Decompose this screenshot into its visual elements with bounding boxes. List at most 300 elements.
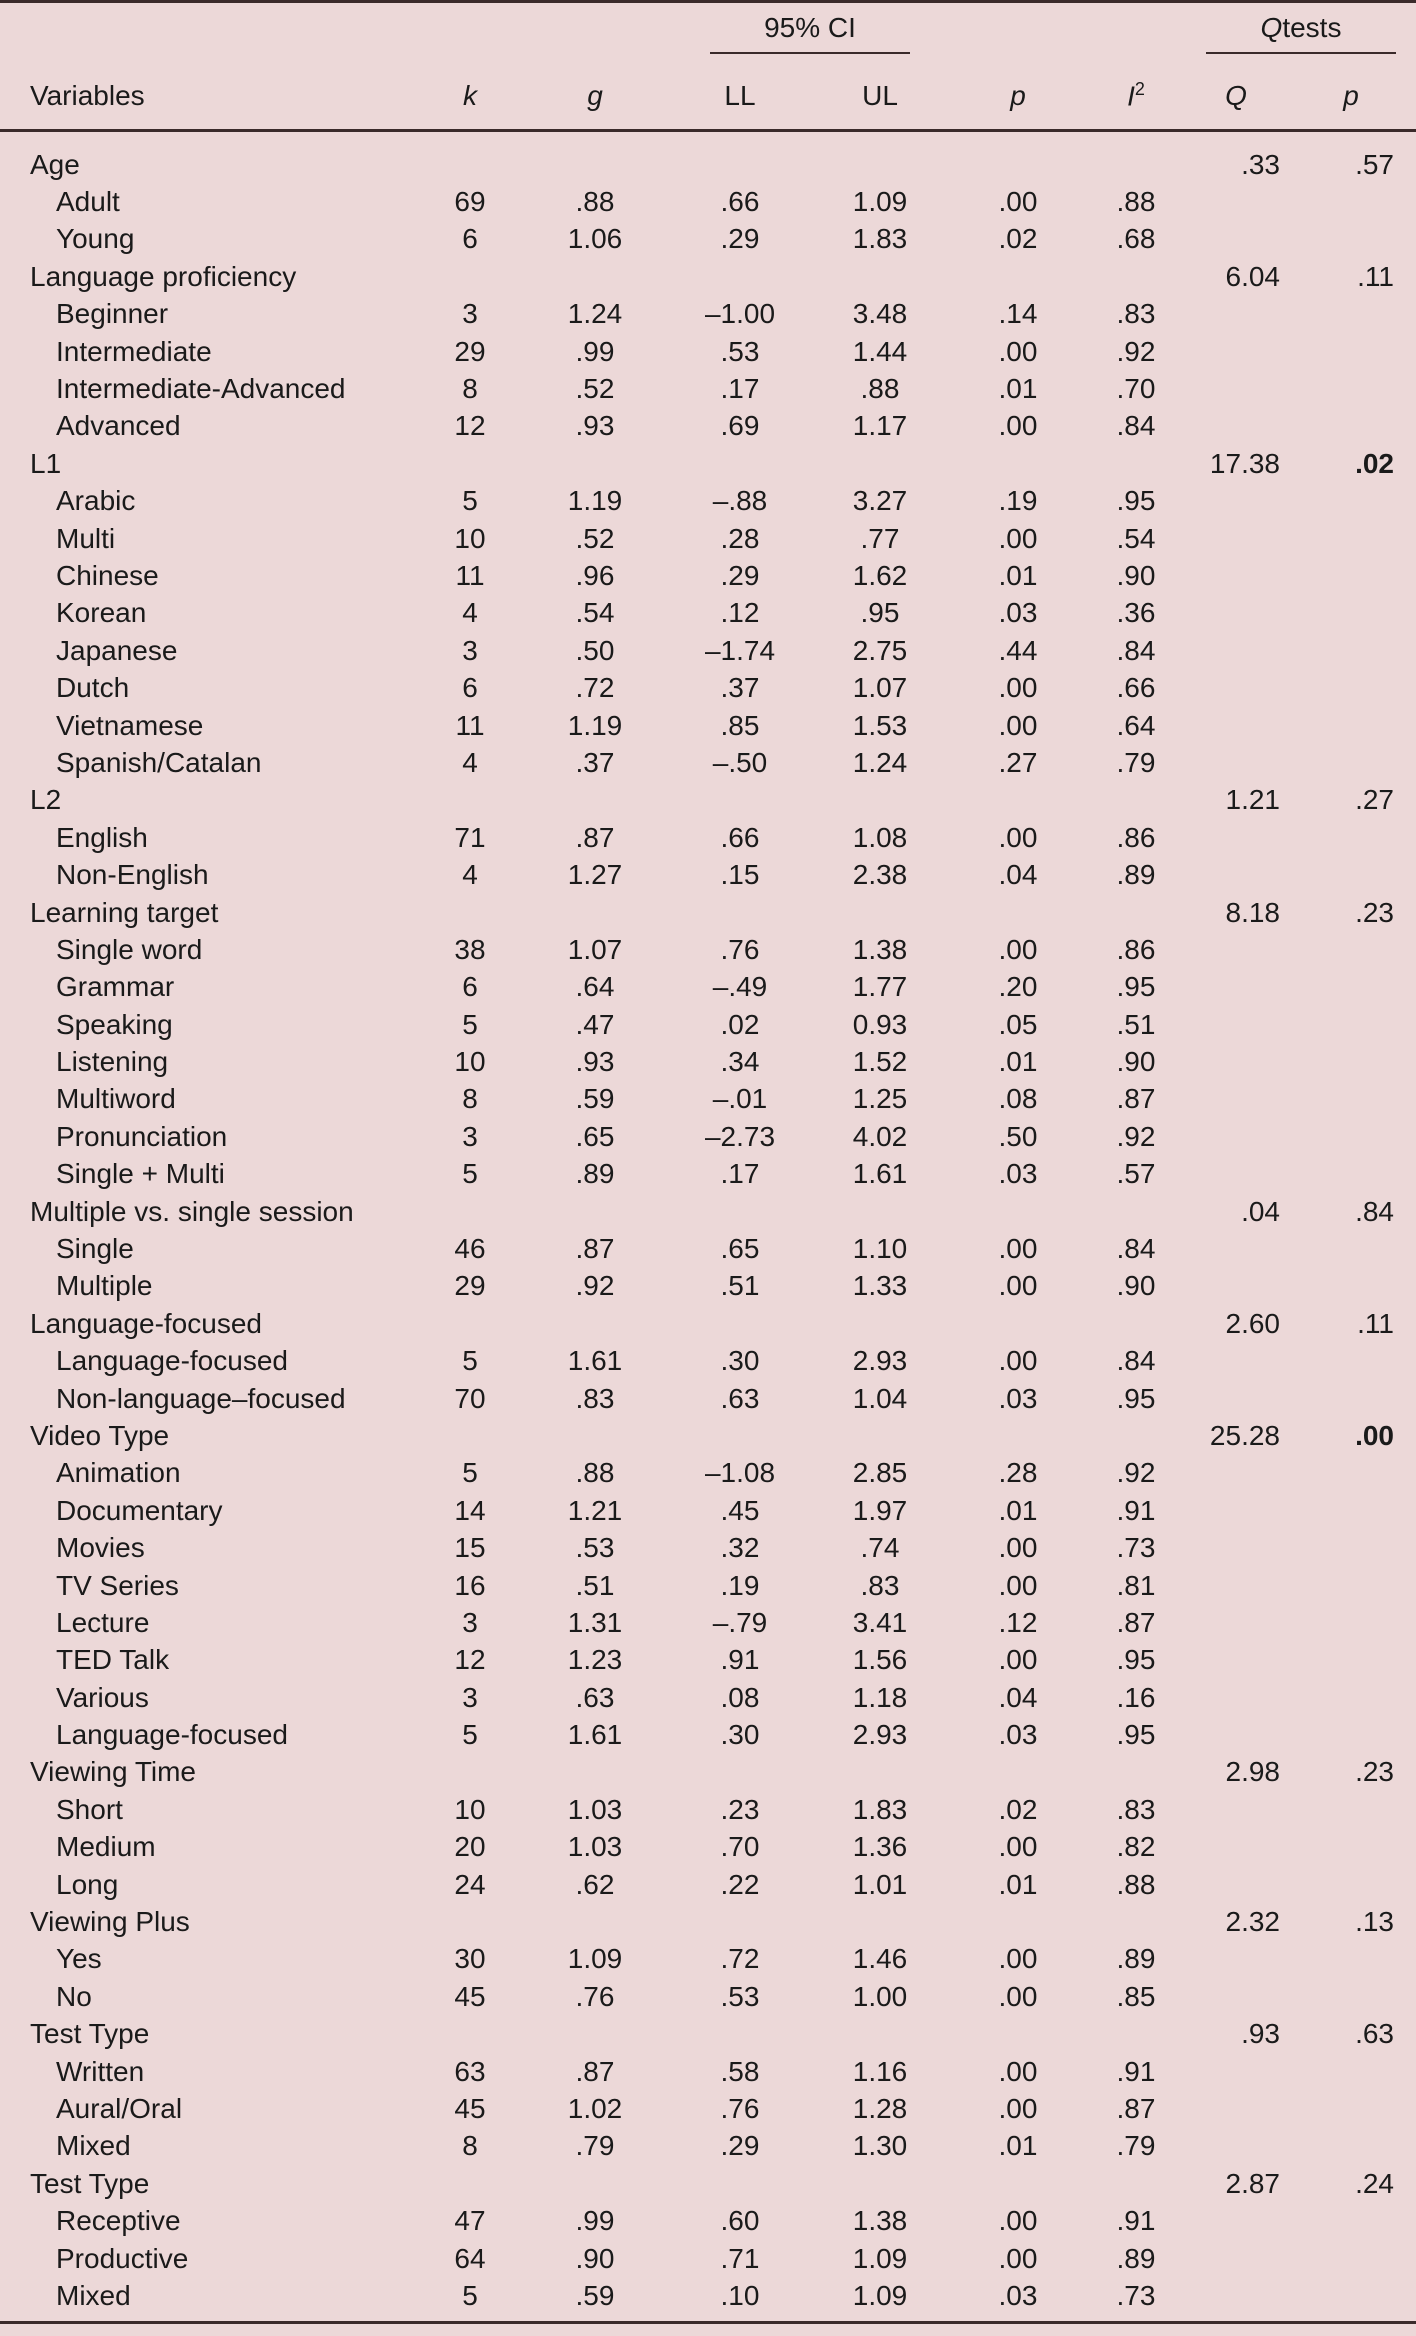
cell-p: .00 [998, 186, 1038, 218]
cell-ll: –.50 [712, 746, 768, 778]
table-row [0, 2202, 1416, 2239]
cell-i2: .95 [1116, 1719, 1156, 1751]
cell-k: 10 [454, 1793, 486, 1825]
table-row [0, 1679, 1416, 1716]
cell-ul: .95 [860, 597, 900, 629]
cell-ll: .12 [720, 597, 760, 629]
cell-ll [670, 2165, 810, 2202]
cell-q [1186, 520, 1286, 557]
cell-g: 1.06 [567, 223, 623, 255]
cell-variable: L1 [30, 447, 62, 479]
column-header-q-p: p [1286, 63, 1416, 131]
cell-variable: Chinese [56, 559, 159, 591]
cell-k: 16 [454, 1569, 486, 1601]
cell-q-p [1286, 1492, 1416, 1529]
cell-g: 1.61 [567, 1719, 623, 1751]
cell-p: .00 [998, 1980, 1038, 2012]
cell-q [1186, 1492, 1286, 1529]
cell-q-p [1286, 221, 1416, 258]
ci-group-header: 95% CI [670, 2, 950, 64]
cell-g: .87 [575, 821, 615, 853]
cell-q-p [1286, 1716, 1416, 1753]
table-row [0, 595, 1416, 632]
cell-variable: TV Series [56, 1569, 179, 1601]
cell-q [1186, 1529, 1286, 1566]
cell-k: 3 [462, 298, 478, 330]
cell-ul: 2.85 [852, 1457, 908, 1489]
cell-q-p [1286, 1829, 1416, 1866]
cell-q [1186, 931, 1286, 968]
cell-i2: .89 [1116, 2242, 1156, 2274]
cell-q [1186, 1380, 1286, 1417]
cell-ul: 2.93 [852, 1345, 908, 1377]
cell-g [520, 894, 670, 931]
cell-k: 20 [454, 1831, 486, 1863]
cell-i2: .79 [1116, 746, 1156, 778]
cell-ll: .76 [720, 2093, 760, 2124]
cell-ll: .15 [720, 859, 760, 891]
table-row [0, 2128, 1416, 2165]
cell-q-p [1286, 1230, 1416, 1267]
cell-q: 2.32 [1225, 1906, 1280, 1938]
cell-k: 70 [454, 1382, 486, 1414]
cell-variable: Arabic [56, 485, 136, 517]
table-row [0, 1043, 1416, 1080]
cell-q-p [1286, 2053, 1416, 2090]
cell-ul: 2.93 [852, 1719, 908, 1751]
cell-variable: Language-focused [56, 1719, 288, 1751]
cell-g: .93 [575, 410, 615, 442]
cell-i2 [1086, 782, 1186, 819]
cell-q: 2.87 [1225, 2167, 1280, 2199]
cell-q-p [1286, 1642, 1416, 1679]
table-row [0, 333, 1416, 370]
cell-q [1186, 856, 1286, 893]
cell-g: 1.07 [567, 933, 623, 965]
cell-k: 63 [454, 2055, 486, 2087]
cell-k: 71 [454, 821, 486, 853]
cell-q-p: .11 [1357, 1307, 1394, 1339]
cell-ul [810, 131, 950, 184]
cell-variable: Multi [56, 522, 116, 554]
cell-p: .03 [998, 1719, 1038, 1751]
cell-ll: .51 [720, 1270, 760, 1302]
cell-q-p [1286, 1118, 1416, 1155]
table-row [0, 819, 1416, 856]
cell-q-p [1286, 1380, 1416, 1417]
cell-ll [670, 131, 810, 184]
table-row [0, 632, 1416, 669]
cell-q [1186, 1230, 1286, 1267]
cell-g: .64 [575, 971, 615, 1003]
cell-i2: .86 [1116, 821, 1156, 853]
cell-i2: .73 [1086, 2277, 1186, 2322]
cell-p [950, 2016, 1086, 2053]
cell-q: .04 [1241, 1195, 1280, 1227]
cell-ul: 1.62 [852, 559, 908, 591]
cell-ul: 0.93 [852, 1008, 908, 1040]
table-group-row [0, 1417, 1416, 1454]
table-row [0, 2240, 1416, 2277]
cell-i2: .16 [1116, 1681, 1156, 1713]
cell-i2: .84 [1116, 1345, 1156, 1377]
cell-g: 1.24 [567, 298, 623, 330]
cell-k: 29 [454, 335, 486, 367]
cell-k [420, 131, 520, 184]
cell-ll [670, 258, 810, 295]
cell-ll: .58 [720, 2055, 760, 2087]
cell-k: 8 [462, 2130, 478, 2162]
cell-q-p [1286, 183, 1416, 220]
cell-p: .00 [998, 1569, 1038, 1601]
cell-k: 14 [454, 1494, 486, 1526]
cell-ll [670, 894, 810, 931]
cell-g [520, 1754, 670, 1791]
table-row [0, 1118, 1416, 1155]
cell-k: 6 [462, 971, 478, 1003]
cell-k: 5 [420, 2277, 520, 2322]
cell-ul: 1.16 [852, 2055, 908, 2087]
cell-q-p: .02 [1355, 447, 1394, 479]
cell-variable: Listening [56, 1046, 169, 1078]
cell-i2: .57 [1116, 1158, 1156, 1190]
cell-i2 [1086, 894, 1186, 931]
cell-g [520, 1193, 670, 1230]
column-header-ul: UL [810, 63, 950, 131]
cell-variable: Documentary [56, 1494, 223, 1526]
cell-k: 4 [462, 597, 478, 629]
cell-ul: 1.10 [852, 1233, 908, 1265]
cell-ll: .71 [720, 2242, 760, 2274]
cell-g: 1.23 [567, 1644, 623, 1676]
cell-q [1186, 1716, 1286, 1753]
cell-p: .01 [998, 2130, 1038, 2162]
cell-k [420, 2016, 520, 2053]
cell-q [1186, 669, 1286, 706]
cell-variable: Adult [56, 186, 120, 218]
cell-ll: .30 [720, 1719, 760, 1751]
cell-q-p: .84 [1355, 1195, 1394, 1227]
cell-q [1186, 183, 1286, 220]
cell-ll: .91 [720, 1644, 760, 1676]
cell-variable: Language-focused [30, 1307, 262, 1339]
cell-k: 12 [454, 410, 486, 442]
table-row [0, 221, 1416, 258]
cell-i2: .87 [1116, 1083, 1156, 1115]
cell-p: .04 [998, 859, 1038, 891]
cell-g: .88 [575, 186, 615, 218]
cell-q [1186, 370, 1286, 407]
cell-p [950, 782, 1086, 819]
table-row [0, 931, 1416, 968]
cell-i2: .92 [1116, 335, 1156, 367]
cell-k [420, 1754, 520, 1791]
cell-g: .37 [575, 746, 615, 778]
cell-ul [810, 1417, 950, 1454]
cell-ul [810, 2016, 950, 2053]
cell-i2: .92 [1116, 1457, 1156, 1489]
cell-q [1186, 2090, 1286, 2127]
cell-g: 1.19 [567, 709, 623, 741]
cell-ul: 3.41 [852, 1606, 908, 1638]
cell-ul: 2.75 [852, 634, 908, 666]
cell-q [1186, 483, 1286, 520]
column-header-i2: $I^2$ [1086, 63, 1186, 131]
cell-q-p: .00 [1355, 1419, 1394, 1451]
cell-i2: .84 [1116, 410, 1156, 442]
cell-ul: 1.18 [852, 1681, 908, 1713]
cell-variable: Dutch [56, 672, 130, 704]
cell-i2: .79 [1116, 2130, 1156, 2162]
cell-p: .02 [998, 223, 1038, 255]
cell-ul [810, 894, 950, 931]
cell-g: .92 [575, 1270, 615, 1302]
cell-g: 1.27 [567, 859, 623, 891]
cell-variable: Age [30, 148, 80, 180]
cell-ll: .29 [720, 2130, 760, 2162]
table-row [0, 707, 1416, 744]
cell-p: .01 [998, 1046, 1038, 1078]
cell-ll: .34 [720, 1046, 760, 1078]
cell-ul: 1.44 [852, 335, 908, 367]
cell-i2: .68 [1116, 223, 1156, 255]
cell-q [1186, 1604, 1286, 1641]
cell-q-p: .13 [1355, 1906, 1394, 1938]
cell-q-p [1286, 1866, 1416, 1903]
cell-k: 45 [454, 1980, 486, 2012]
cell-ll [670, 445, 810, 482]
cell-k: 29 [454, 1270, 486, 1302]
cell-ul: 1.46 [852, 1943, 908, 1975]
table-group-row [0, 2016, 1416, 2053]
cell-i2: .91 [1116, 2055, 1156, 2087]
cell-q: 25.28 [1209, 1419, 1280, 1451]
cell-g: .90 [575, 2242, 615, 2274]
table-group-row [0, 445, 1416, 482]
cell-ul: 1.04 [852, 1382, 908, 1414]
cell-p: .00 [998, 2205, 1038, 2237]
cell-ll: –1.08 [704, 1457, 776, 1489]
cell-q-p [1286, 1978, 1416, 2015]
cell-q-p [1286, 1156, 1416, 1193]
cell-variable: Test Type [30, 2018, 150, 2050]
cell-ul: 3.48 [852, 298, 908, 330]
cell-ll: –1.74 [704, 634, 776, 666]
cell-p: .01 [998, 373, 1038, 405]
cell-i2: .88 [1116, 1868, 1156, 1900]
cell-i2: .36 [1116, 597, 1156, 629]
cell-g: .96 [575, 559, 615, 591]
cell-variable: No [56, 1980, 92, 2012]
cell-ll: .28 [720, 522, 760, 554]
cell-ll: .45 [720, 1494, 760, 1526]
cell-k [420, 782, 520, 819]
cell-i2: .95 [1116, 1644, 1156, 1676]
cell-i2 [1086, 1754, 1186, 1791]
cell-i2: .64 [1116, 709, 1156, 741]
cell-p: .00 [998, 1943, 1038, 1975]
cell-ll: .70 [720, 1831, 760, 1863]
cell-k: 3 [462, 1120, 478, 1152]
cell-i2 [1086, 1903, 1186, 1940]
table-row [0, 1492, 1416, 1529]
cell-ul: 1.17 [852, 410, 908, 442]
cell-p: .00 [998, 821, 1038, 853]
table-row [0, 1829, 1416, 1866]
cell-variable: Non-language–focused [56, 1382, 346, 1414]
cell-i2: .83 [1116, 1793, 1156, 1825]
cell-variable: Productive [56, 2242, 189, 2274]
cell-i2: .90 [1116, 1270, 1156, 1302]
cell-ll: .66 [720, 186, 760, 218]
cell-q: .33 [1241, 148, 1280, 180]
cell-i2: .54 [1116, 522, 1156, 554]
table-row [0, 1455, 1416, 1492]
cell-p: .00 [998, 1345, 1038, 1377]
cell-p: .00 [998, 1644, 1038, 1676]
cell-q-p [1286, 1941, 1416, 1978]
cell-ul: .74 [860, 1532, 900, 1564]
cell-ll: .30 [720, 1345, 760, 1377]
column-header-q: Q [1186, 63, 1286, 131]
cell-g: .63 [575, 1681, 615, 1713]
cell-q-p [1286, 2128, 1416, 2165]
cell-variable: Young [56, 223, 135, 255]
table-row [0, 183, 1416, 220]
cell-k: 8 [462, 1083, 478, 1115]
cell-ul: 1.61 [852, 1158, 908, 1190]
cell-q-p [1286, 370, 1416, 407]
cell-ll: .17 [720, 1158, 760, 1190]
cell-variable: Language proficiency [30, 260, 297, 292]
cell-ll: .29 [720, 223, 760, 255]
cell-ll: .23 [720, 1793, 760, 1825]
cell-p [950, 1754, 1086, 1791]
table-row [0, 669, 1416, 706]
table-header [0, 2, 1416, 131]
cell-g: .59 [575, 1083, 615, 1115]
cell-q [1186, 1118, 1286, 1155]
cell-k [420, 1417, 520, 1454]
cell-g [520, 2165, 670, 2202]
cell-variable: Language-focused [56, 1345, 288, 1377]
cell-ll: .22 [720, 1868, 760, 1900]
cell-g [520, 2016, 670, 2053]
cell-ul: 1.09 [852, 2242, 908, 2274]
cell-q [1186, 2240, 1286, 2277]
cell-i2: .84 [1116, 634, 1156, 666]
cell-ll: –2.73 [704, 1120, 776, 1152]
table-body [0, 131, 1416, 2323]
cell-p [950, 131, 1086, 184]
cell-q-p [1286, 969, 1416, 1006]
table-row [0, 520, 1416, 557]
cell-k: 5 [462, 485, 478, 517]
cell-i2 [1086, 1193, 1186, 1230]
cell-q-p: .23 [1355, 1756, 1394, 1788]
cell-g: .65 [575, 1120, 615, 1152]
cell-ul: .77 [860, 522, 900, 554]
cell-k [420, 894, 520, 931]
cell-i2: .90 [1116, 1046, 1156, 1078]
cell-variable: Viewing Time [30, 1756, 197, 1788]
cell-variable: Beginner [56, 298, 169, 330]
cell-variable: Movies [56, 1532, 145, 1564]
cell-ul: .88 [860, 373, 900, 405]
cell-i2: .85 [1116, 1980, 1156, 2012]
cell-q-p [1286, 1567, 1416, 1604]
cell-ul: 1.09 [852, 186, 908, 218]
cell-k: 10 [454, 1046, 486, 1078]
cell-q-p [1286, 1043, 1416, 1080]
cell-q-p [1286, 1604, 1416, 1641]
cell-q [1186, 221, 1286, 258]
cell-q [1186, 819, 1286, 856]
cell-p: .00 [998, 1270, 1038, 1302]
cell-q [1186, 1043, 1286, 1080]
cell-variable: Multiple vs. single session [30, 1195, 354, 1227]
cell-k: 69 [454, 186, 486, 218]
cell-variable: Grammar [56, 971, 175, 1003]
cell-g [520, 1903, 670, 1940]
cell-q [1186, 2277, 1286, 2322]
cell-q-p [1286, 669, 1416, 706]
table-row [0, 1343, 1416, 1380]
cell-k [420, 2165, 520, 2202]
cell-p: .00 [998, 335, 1038, 367]
cell-variable: Written [56, 2055, 145, 2087]
cell-variable: Lecture [56, 1606, 150, 1638]
cell-ul: 3.27 [852, 485, 908, 517]
table-row [0, 1567, 1416, 1604]
cell-k: 5 [462, 1158, 478, 1190]
cell-ll: .10 [670, 2277, 810, 2322]
cell-q-p: .63 [1355, 2018, 1394, 2050]
table-row [0, 2277, 1416, 2322]
cell-i2: .82 [1116, 1831, 1156, 1863]
cell-ll: .32 [720, 1532, 760, 1564]
cell-q-p [1286, 1268, 1416, 1305]
cell-q-p [1286, 1679, 1416, 1716]
cell-q [1186, 1941, 1286, 1978]
cell-p: .00 [998, 522, 1038, 554]
column-header-ll: LL [670, 63, 810, 131]
cell-i2: .89 [1116, 859, 1156, 891]
cell-ul: 1.25 [852, 1083, 908, 1115]
cell-variable: Viewing Plus [30, 1906, 190, 1938]
cell-g: .51 [575, 1569, 615, 1601]
cell-variable: Spanish/Catalan [56, 746, 262, 778]
cell-p: .44 [998, 634, 1038, 666]
cell-k [420, 1903, 520, 1940]
cell-k [420, 445, 520, 482]
cell-ll [670, 1193, 810, 1230]
cell-k [420, 1305, 520, 1342]
cell-ll [670, 782, 810, 819]
cell-g: .88 [575, 1457, 615, 1489]
cell-ul: 1.33 [852, 1270, 908, 1302]
cell-q: 2.98 [1225, 1756, 1280, 1788]
cell-variable: Test Type [30, 2167, 150, 2199]
cell-q-p [1286, 595, 1416, 632]
cell-q [1186, 969, 1286, 1006]
cell-variable: Intermediate-Advanced [56, 373, 346, 405]
cell-ul: 1.83 [852, 1793, 908, 1825]
cell-q [1186, 1156, 1286, 1193]
cell-g [520, 1305, 670, 1342]
cell-i2: .89 [1116, 1943, 1156, 1975]
cell-p: .00 [998, 1831, 1038, 1863]
